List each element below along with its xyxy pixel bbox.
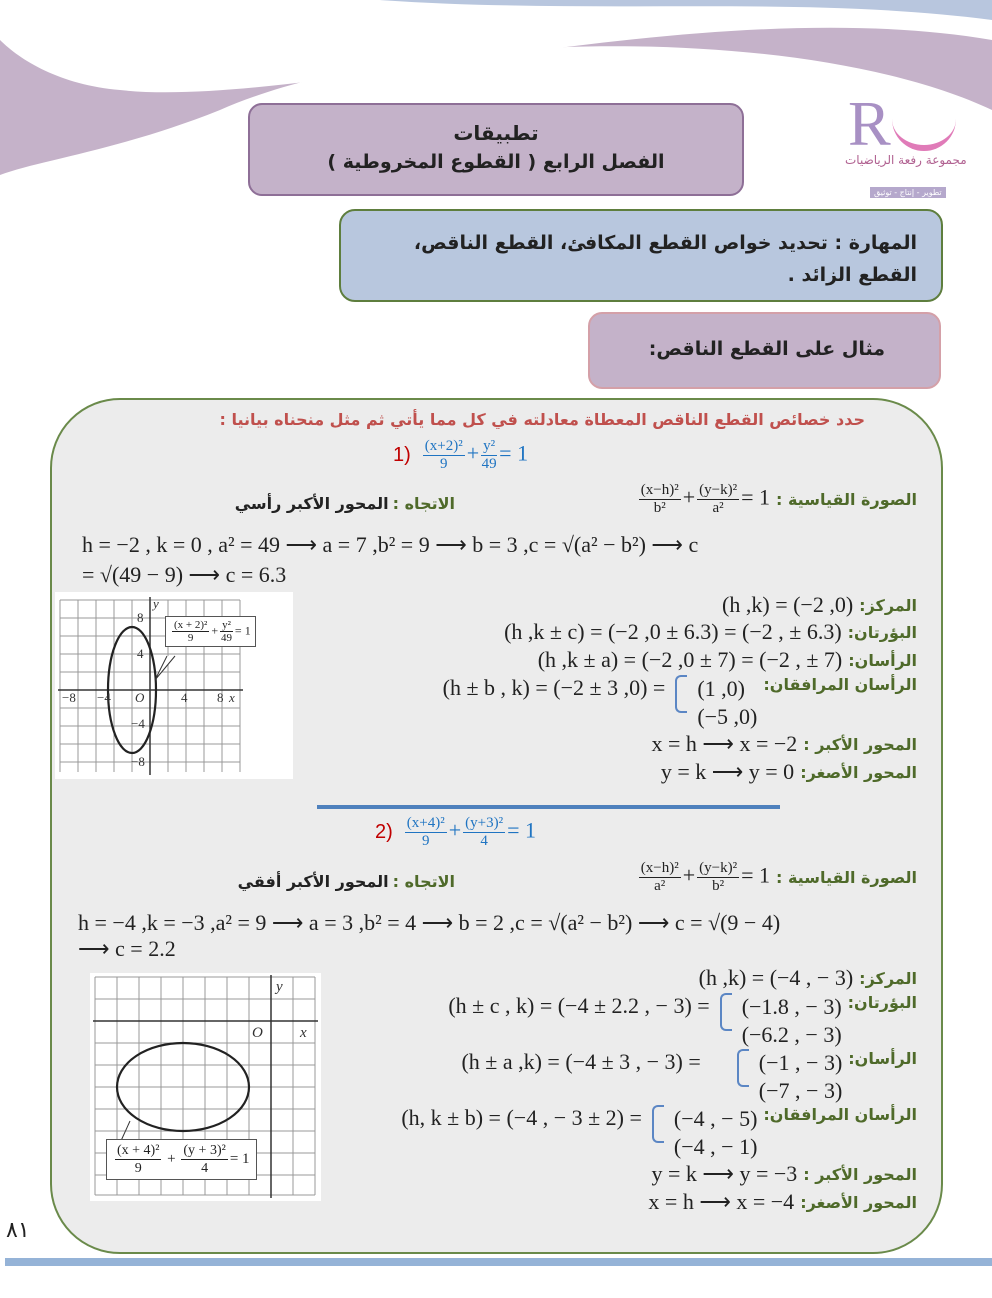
frac-num: y² xyxy=(222,619,231,631)
covertex: (−5 ,0) xyxy=(697,704,758,729)
standard-form: الصورة القياسية : $\frac{\text{(x−h)²}}{\text{b²}}$ + $\frac{\text{(y−k)²}}{\text{a²}}$ = 1 xyxy=(640,482,917,516)
calc-line: h = −4 ,k = −3 ,a² = 9 ⟶ a = 3 ,b² = 4 ⟶ b = 2 ,c = √(a² − b²) ⟶ c = √(9 − 4) xyxy=(78,910,781,935)
vertices-value: (h ,k ± a) = (−2 ,0 ± 7) = (−2 , ± 7) xyxy=(537,647,843,672)
graph-1 xyxy=(55,592,293,779)
logo-name: مجموعة رفعة الرياضيات xyxy=(845,153,967,167)
y-axis-label: y xyxy=(276,979,283,995)
calc-line: h = −2 , k = 0 , a² = 49 ⟶ a = 7 ,b² = 9 ⟶ b = 3 ,c = √(a² − b²) ⟶ c xyxy=(82,532,699,557)
eq-rhs: = 1 xyxy=(234,623,251,638)
vertices-label: الرأسان: xyxy=(848,650,917,670)
frac-den: b² xyxy=(712,878,725,894)
major-axis-row xyxy=(652,1161,917,1187)
covertices-value: (h, k ± b) = (−4 , − 3 ± 2) = xyxy=(401,1105,642,1130)
frac-num: (x−h)² xyxy=(640,482,679,498)
page-number: ٨١ xyxy=(6,1218,30,1243)
direction-label: الاتجاه : xyxy=(392,872,455,891)
foci-row xyxy=(504,619,917,645)
logo-tagline: تطوير - إنتاج - توثيق xyxy=(870,187,946,198)
minor-value: y = k ⟶ y = 0 xyxy=(660,759,795,784)
center-row xyxy=(699,965,917,991)
foci-row xyxy=(448,993,917,1049)
frac-num: (y−k)² xyxy=(699,482,738,498)
frac-num: (y+3)² xyxy=(465,815,504,831)
tick-label: −4 xyxy=(97,690,111,705)
eq-rhs: = 1 xyxy=(741,484,770,510)
tick-label: −8 xyxy=(62,690,76,705)
major-axis-row xyxy=(652,731,917,757)
eq-rhs: = 1 xyxy=(229,1150,250,1167)
tick-label: 4 xyxy=(137,646,144,661)
covertices-row xyxy=(443,675,917,731)
focus: (−1.8 , − 3) xyxy=(741,994,842,1019)
frac-den: 9 xyxy=(187,632,194,644)
instruction: حدد خصائص القطع الناقص المعطاة معادلته في كل مما يأتي ثم مثل منحناه بيانيا : xyxy=(219,410,865,429)
standard-label: الصورة القياسية : xyxy=(776,490,917,509)
minor-axis-row xyxy=(648,1189,917,1215)
major-value: x = h ⟶ x = −2 xyxy=(651,731,798,756)
frac-den: 4 xyxy=(480,833,488,849)
x-axis-label: x xyxy=(229,690,235,705)
center-row xyxy=(722,592,917,618)
tick-label: −8 xyxy=(131,754,145,769)
direction xyxy=(200,494,455,513)
graph-callout: $\frac{\text{(x + 4)²}}{9}$ + $\frac{\text{(y + 3)²}}{4}$ = 1 xyxy=(106,1139,257,1180)
frac-den: 9 xyxy=(134,1161,142,1176)
vertices-label: الرأسان: xyxy=(848,1049,917,1068)
frac-den: 49 xyxy=(481,456,497,472)
focus: (−6.2 , − 3) xyxy=(741,1022,842,1047)
tick-label: −4 xyxy=(131,716,145,731)
problem1-equation: 1) $\frac{\text{(x+2)²}}{9}$ + $\frac{\text{y²}}{49}$ = 1 xyxy=(393,438,529,472)
major-value: y = k ⟶ y = −3 xyxy=(651,1161,798,1186)
frac-num: (x+2)² xyxy=(424,438,463,454)
y-axis-label: y xyxy=(153,596,159,611)
frac-num: y² xyxy=(483,438,496,454)
foci-value: (h ± c , k) = (−4 ± 2.2 , − 3) = xyxy=(448,993,710,1018)
calc-line: = √(49 − 9) ⟶ c = 6.3 xyxy=(82,562,287,587)
frac-num: (x−h)² xyxy=(640,860,679,876)
frac-den: a² xyxy=(654,878,666,894)
frac-num: (x + 4)² xyxy=(117,1143,160,1158)
page-title: تطبيقات xyxy=(453,121,539,145)
frac-den: 9 xyxy=(440,456,448,472)
tick-label: 4 xyxy=(181,690,188,705)
covertex: (1 ,0) xyxy=(697,676,745,701)
frac-num: (x + 2)² xyxy=(174,619,208,631)
logo-letter: R xyxy=(848,88,891,159)
foci-label: البؤرتان: xyxy=(847,993,917,1012)
foci-value: (h ,k ± c) = (−2 ,0 ± 6.3) = (−2 , ± 6.3) xyxy=(504,619,842,644)
example-title: مثال على القطع الناقص: xyxy=(588,312,941,389)
frac-num: (y−k)² xyxy=(699,860,738,876)
title-box xyxy=(248,103,744,196)
covertex: (−4 , − 5) xyxy=(673,1106,758,1131)
covertices-row xyxy=(401,1105,917,1161)
vertices-row xyxy=(538,647,917,673)
eq-rhs: = 1 xyxy=(499,440,529,466)
covertex: (−4 , − 1) xyxy=(673,1134,758,1159)
frac-den: 4 xyxy=(201,1161,209,1176)
problem-number: 1) xyxy=(393,444,411,466)
frac-den: 49 xyxy=(221,632,233,644)
covertices-value: (h ± b , k) = (−2 ± 3 ,0) = xyxy=(442,675,666,700)
brace-icon xyxy=(737,1049,749,1087)
covertices-label: الرأسان المرافقان: xyxy=(763,1105,917,1124)
frac-den: b² xyxy=(653,500,666,516)
standard-form: الصورة القياسية : $\frac{\text{(x−h)²}}{\text{a²}}$ + $\frac{\text{(y−k)²}}{\text{b²}}$ = 1 xyxy=(640,860,917,894)
frac-den: 9 xyxy=(422,833,430,849)
problem2-equation: 2) $\frac{\text{(x+4)²}}{9}$ + $\frac{\text{(y+3)²}}{4}$ = 1 xyxy=(375,815,537,849)
minor-label: المحور الأصغر: xyxy=(800,762,917,782)
center-value: (h ,k) = (−2 ,0) xyxy=(722,592,854,617)
frac-num: (y + 3)² xyxy=(183,1143,226,1158)
covertices-label: الرأسان المرافقان: xyxy=(763,675,917,694)
divider xyxy=(317,805,780,809)
vertex: (−7 , − 3) xyxy=(758,1078,843,1103)
major-label: المحور الأكبر : xyxy=(803,734,917,754)
origin-label: O xyxy=(135,690,145,705)
brace-icon xyxy=(720,993,732,1031)
center-label: المركز: xyxy=(859,968,917,988)
book-icon xyxy=(892,107,956,151)
calc-line: ⟶ c = 2.2 xyxy=(78,936,176,961)
tick-label: 8 xyxy=(217,690,224,705)
frac-num: (x+4)² xyxy=(406,815,445,831)
frac-den: a² xyxy=(712,500,724,516)
x-axis-label: x xyxy=(300,1025,307,1041)
graph-callout: $\frac{\text{(x + 2)²}}{9}$ + $\frac{\text{y²}}{49}$ = 1 xyxy=(165,616,256,647)
direction-value: المحور الأكبر أفقي xyxy=(237,872,389,891)
center-value: (h ,k) = (−4 , − 3) xyxy=(698,965,854,990)
direction xyxy=(200,872,455,891)
logo xyxy=(840,88,970,205)
eq-rhs: = 1 xyxy=(507,817,537,843)
graph-2 xyxy=(90,973,321,1201)
problem-number: 2) xyxy=(375,821,393,843)
chapter-subtitle: الفصل الرابع ( القطوع المخروطية ) xyxy=(327,151,665,173)
direction-value: المحور الأكبر رأسي xyxy=(234,494,389,513)
vertices-row xyxy=(461,1049,917,1105)
skill-box: المهارة : تحديد خواص القطع المكافئ، القطع الناقص، القطع الزائد . xyxy=(339,209,943,302)
eq-rhs: = 1 xyxy=(741,862,770,888)
foci-label: البؤرتان: xyxy=(847,622,917,642)
standard-label: الصورة القياسية : xyxy=(776,868,917,887)
origin-label: O xyxy=(252,1025,263,1041)
tick-label: 8 xyxy=(137,610,144,625)
minor-axis-row xyxy=(661,759,917,785)
vertices-value: (h ± a ,k) = (−4 ± 3 , − 3) = xyxy=(461,1049,701,1074)
footer-bar xyxy=(5,1258,992,1266)
center-label: المركز: xyxy=(859,595,917,615)
brace-icon xyxy=(675,675,687,713)
minor-label: المحور الأصغر: xyxy=(800,1192,917,1212)
vertex: (−1 , − 3) xyxy=(758,1050,843,1075)
direction-label: الاتجاه : xyxy=(392,494,455,513)
major-label: المحور الأكبر : xyxy=(803,1164,917,1184)
minor-value: x = h ⟶ x = −4 xyxy=(648,1189,795,1214)
brace-icon xyxy=(652,1105,664,1143)
